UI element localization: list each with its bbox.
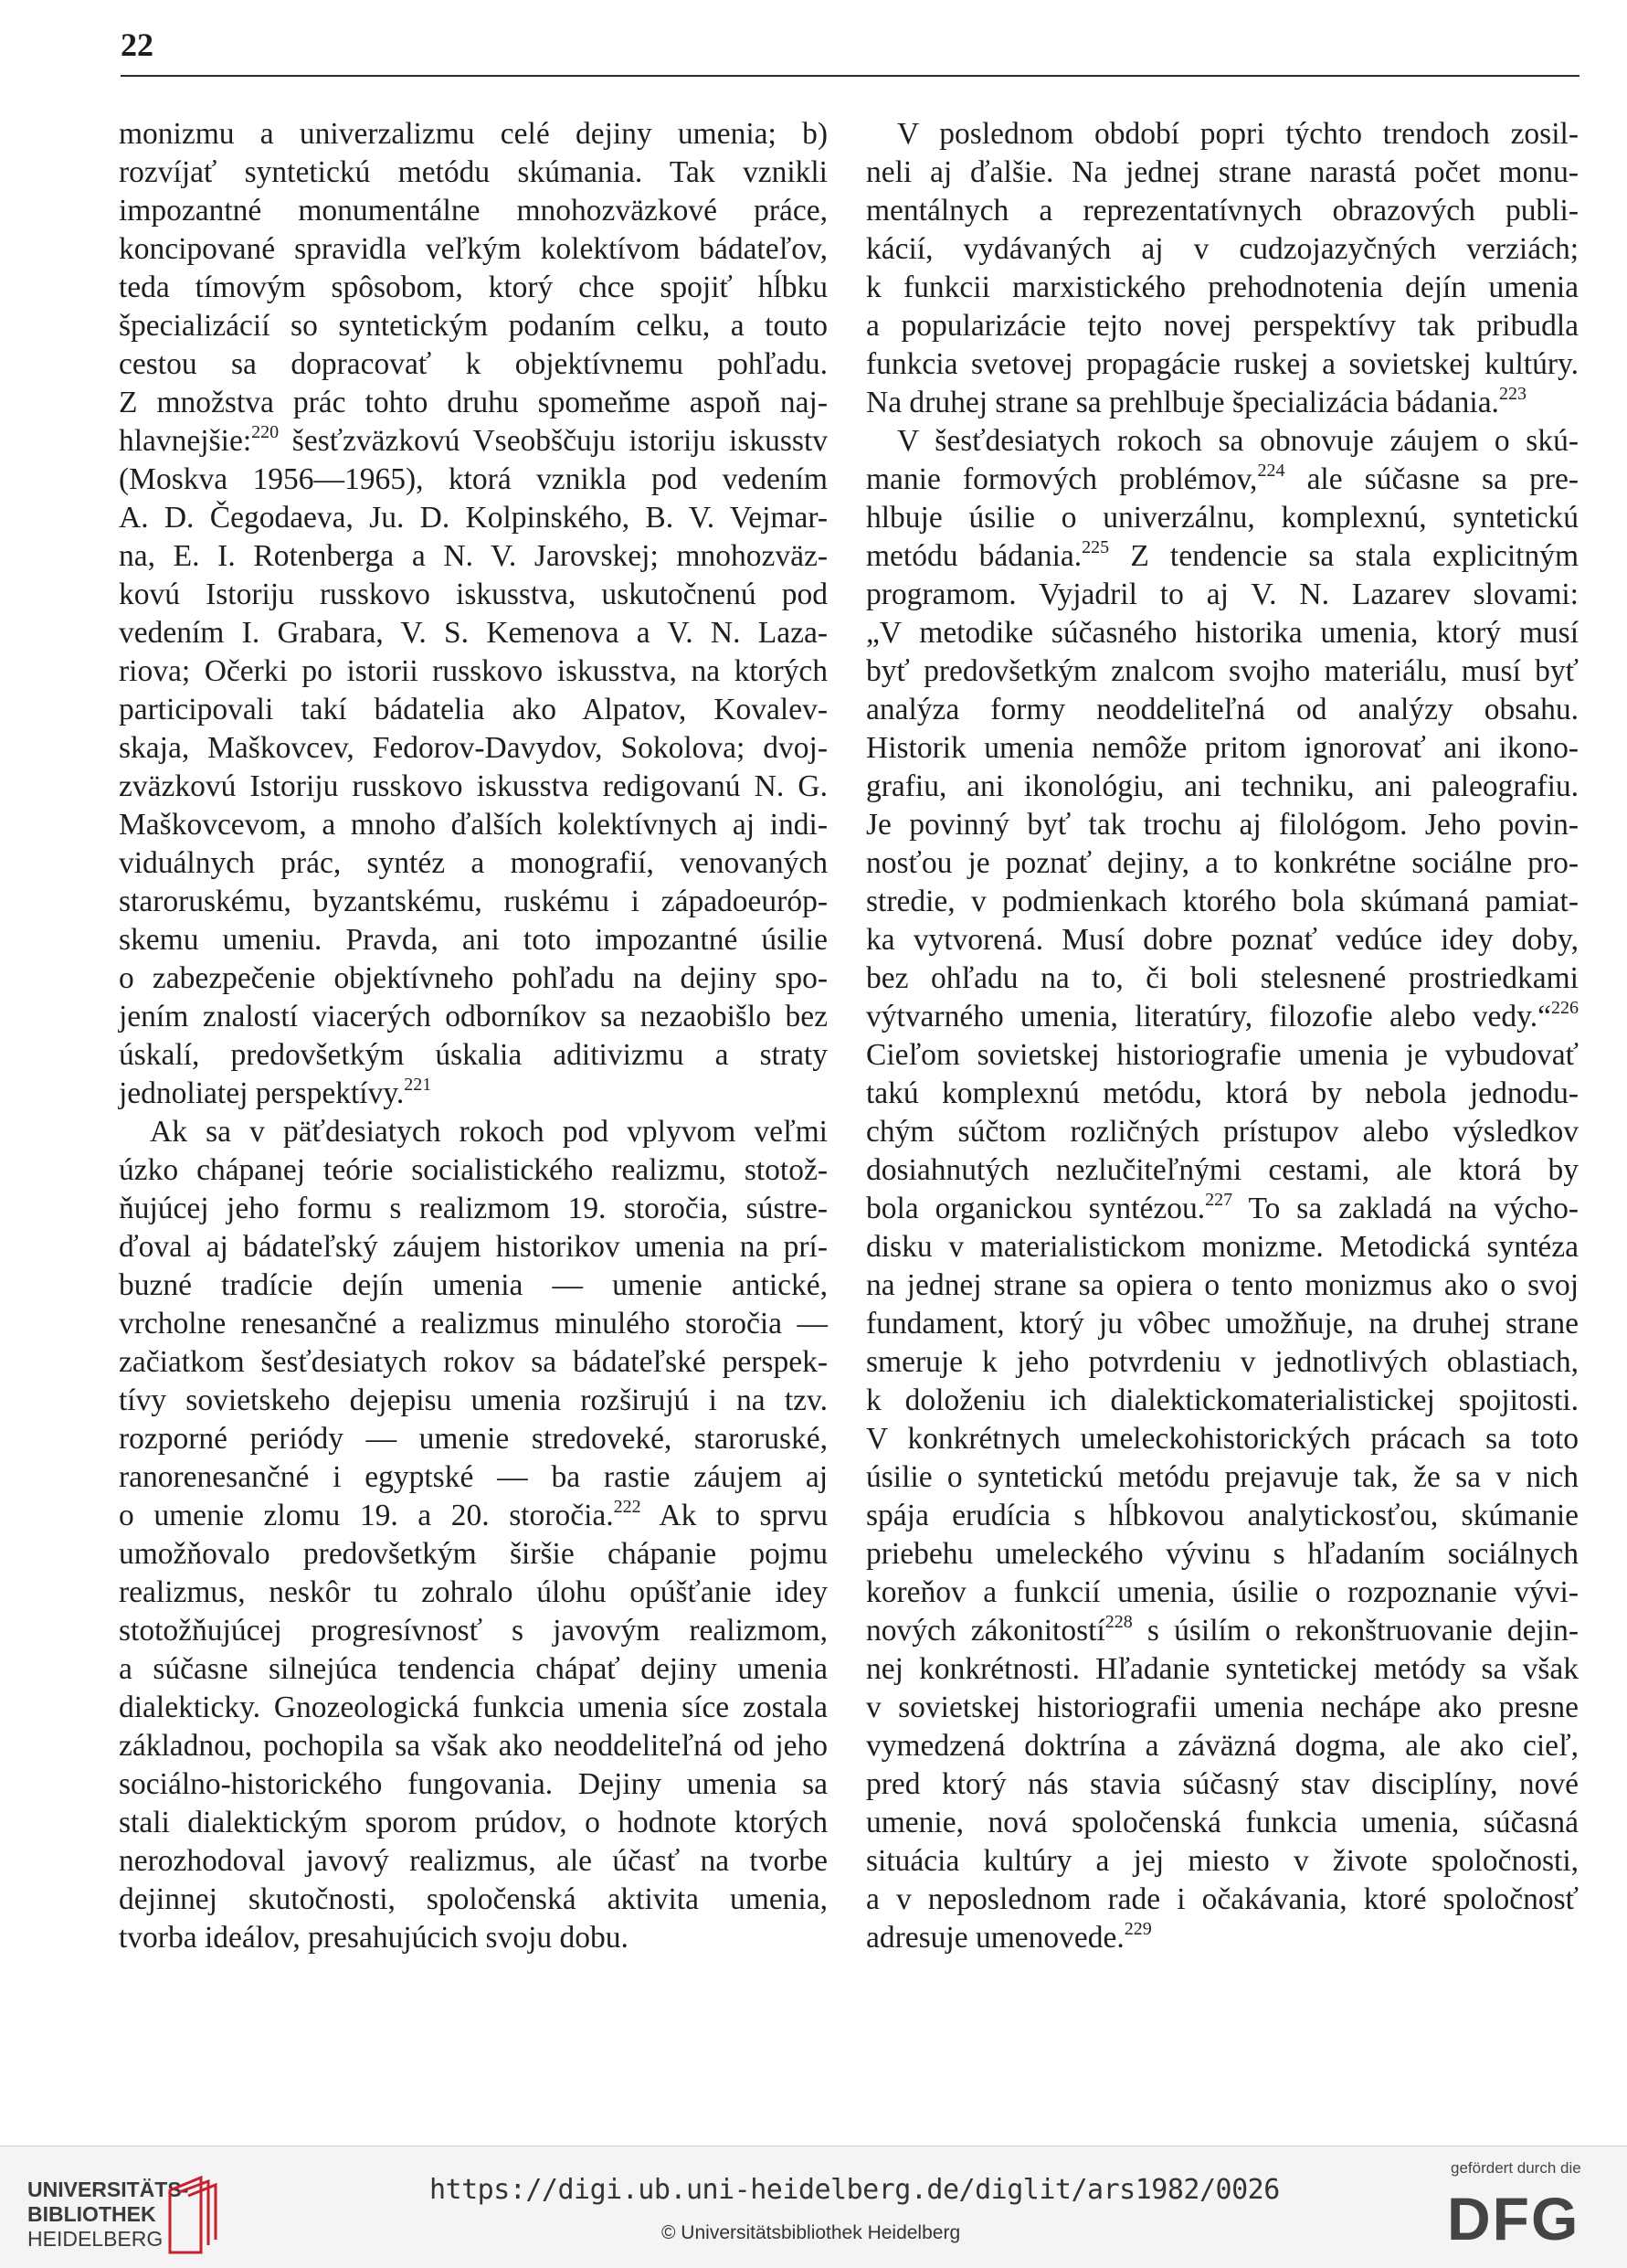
- library-name-line1: UNIVERSITÄTS-: [27, 2178, 189, 2201]
- line-text: úskalí, predovšetkým úskalia aditivizmu a straty: [119, 1038, 828, 1072]
- line-text: Cieľom sovietskej historiografie umenia je vybudovať: [866, 1038, 1579, 1072]
- text-line: [866, 959, 1579, 998]
- text-line: [119, 154, 828, 192]
- text-line: [119, 1075, 828, 1113]
- text-line: [866, 883, 1579, 921]
- text-line: [866, 729, 1579, 768]
- text-line: [866, 1650, 1579, 1689]
- line-text: takú komplexnú metódu, ktorá by nebola jednodu-: [866, 1076, 1579, 1110]
- line-text: chým súčtom rozličných prístupov alebo výsledkov: [866, 1115, 1579, 1149]
- line-text: Z množstva prác tohto druhu spomeňme aspoň naj-: [119, 386, 828, 419]
- text-line: [866, 1113, 1579, 1151]
- library-name-line3: HEIDELBERG: [27, 2227, 164, 2251]
- text-line: [119, 1113, 828, 1151]
- text-line: [119, 384, 828, 422]
- text-line: [866, 652, 1579, 691]
- line-text: hlavnejšie:: [119, 424, 252, 458]
- text-line: [866, 384, 1579, 422]
- line-text: a popularizácie tejto novej perspektívy tak pribudla: [866, 309, 1579, 343]
- text-line: [119, 1036, 828, 1075]
- line-text: jením znalostí viacerých odborníkov sa nezaobišlo bez: [119, 1000, 828, 1033]
- line-text: úsilie o syntetickú metódu prejavuje tak, že sa v nich: [866, 1460, 1579, 1494]
- text-line: [119, 1804, 828, 1842]
- text-line: [866, 154, 1579, 192]
- library-logo-icon[interactable]: [164, 2172, 223, 2256]
- line-text: rozporné periódy — umenie stredoveké, staroruské,: [119, 1422, 828, 1456]
- line-text: nosťou je poznať dejiny, a to konkrétne sociálne pro-: [866, 846, 1579, 880]
- line-text: buzné tradície dejín umenia — umenie antické,: [119, 1268, 828, 1302]
- line-text: situácia kultúry a jej miesto v živote spoločnosti,: [866, 1844, 1579, 1878]
- line-text: základnou, pochopila sa však ako neoddeliteľná od jeho: [119, 1729, 828, 1763]
- line-text: na jednej strane sa opiera o tento monizmus ako o svoj: [866, 1268, 1579, 1302]
- line-text: stredie, v podmienkach ktorého bola skúmaná pamiat-: [866, 885, 1579, 918]
- text-line: [866, 1305, 1579, 1343]
- line-text: Maškovcevom, a mnoho ďalších kolektívnych aj indi-: [119, 808, 828, 842]
- line-text: spája erudícia s hĺbkovou analytickosťou, skúmanie: [866, 1499, 1579, 1532]
- line-text: ka vytvorená. Musí dobre poznať vedúce idey doby,: [866, 923, 1579, 957]
- line-text: ranorenesančné i egyptské — ba rastie záujem aj: [119, 1460, 828, 1494]
- line-text: disku v materialistickom monizme. Metodická syntéza: [866, 1230, 1579, 1264]
- line-text: smeruje k jeho potvrdeniu v jednotlivých oblastiach,: [866, 1345, 1579, 1379]
- text-line: [119, 1420, 828, 1458]
- dfg-logo-icon[interactable]: [1445, 2187, 1601, 2247]
- footnote-marker[interactable]: 229: [1124, 1919, 1152, 1939]
- library-name-line2: BIBLIOTHEK: [27, 2202, 156, 2226]
- line-text-continued: Z tendencie sa stala explicitným: [1109, 539, 1579, 573]
- text-line: [866, 230, 1579, 269]
- text-line: [866, 1765, 1579, 1804]
- text-line: [866, 1804, 1579, 1842]
- text-line: [119, 269, 828, 307]
- line-text-continued: Ak to sprvu: [640, 1499, 828, 1532]
- line-text: v sovietskej historiografii umenia nechápe ako presne: [866, 1690, 1579, 1724]
- line-text: tvorba ideálov, presahujúcich svoju dobu.: [119, 1921, 629, 1955]
- text-line: [119, 1458, 828, 1497]
- line-text: vrcholne renesančné a realizmus minulého storočia —: [119, 1307, 828, 1341]
- line-text: mentálnych a reprezentatívnych obrazových publi-: [866, 194, 1579, 228]
- line-text: metódu bádania.: [866, 539, 1083, 573]
- line-text: bola organickou syntézou.: [866, 1192, 1206, 1225]
- text-line: [866, 1689, 1579, 1727]
- line-text: Historik umenia nemôže pritom ignorovať ani ikono-: [866, 731, 1579, 765]
- text-line: [119, 115, 828, 154]
- text-line: [866, 1842, 1579, 1881]
- header-rule: [121, 75, 1579, 77]
- line-text: pred ktorý nás stavia súčasný stav disciplíny, nové: [866, 1767, 1579, 1801]
- line-text: sociálno-historického fungovania. Dejiny umenia sa: [119, 1767, 828, 1801]
- right-column: [866, 115, 1579, 1957]
- line-text: k doloženiu ich dialektickomaterialistickej spojitosti.: [866, 1383, 1579, 1417]
- line-text: k funkcii marxistického prehodnotenia dejín umenia: [866, 270, 1579, 304]
- line-text: ňujúcej jeho formu s realizmom 19. storočia, sústre-: [119, 1192, 828, 1225]
- footer-bar: [0, 2146, 1627, 2268]
- line-text: hlbuje úsilie o univerzálnu, komplexnú, syntetickú: [866, 501, 1579, 535]
- line-text: „V metodike súčasného historika umenia, ktorý musí: [866, 616, 1579, 650]
- line-text: kovú Istoriju russkovo iskusstva, uskutočnenú pod: [119, 578, 828, 611]
- text-line: [119, 729, 828, 768]
- line-text: analýza formy neoddeliteľná od analýzy obsahu.: [866, 693, 1579, 726]
- line-text: byť predovšetkým znalcom svojho materiálu, musí byť: [866, 654, 1579, 688]
- text-line: [119, 307, 828, 345]
- line-text: teda tímovým spôsobom, ktorý chce spojiť hĺbku: [119, 270, 828, 304]
- text-line: [119, 1650, 828, 1689]
- line-text: funkcia svetovej propagácie ruskej a sovietskej kultúry.: [866, 347, 1579, 381]
- text-line: [119, 230, 828, 269]
- line-text: koreňov a funkcií umenia, úsilie o rozpoznanie vývi-: [866, 1575, 1579, 1609]
- footnote-marker[interactable]: 221: [404, 1075, 432, 1095]
- text-line: [119, 1190, 828, 1228]
- line-text: úzko chápanej teórie socialistického realizmu, stotož-: [119, 1153, 828, 1187]
- footnote-marker[interactable]: 222: [613, 1497, 641, 1517]
- text-line: [866, 1266, 1579, 1305]
- text-line: [119, 1881, 828, 1919]
- text-line: [866, 461, 1579, 499]
- text-line: [119, 1497, 828, 1535]
- line-text: umenie, nová spoločenská funkcia umenia, súčasná: [866, 1806, 1579, 1839]
- text-line: [119, 1266, 828, 1305]
- text-line: [866, 998, 1579, 1036]
- line-text: o umenie zlomu 19. a 20. storočia.: [119, 1499, 614, 1532]
- line-text: Je povinný byť tak trochu aj filológom. Jeho povin-: [866, 808, 1579, 842]
- text-line: [119, 1574, 828, 1612]
- line-text: skemu umeniu. Pravda, ani toto impozantné úsilie: [119, 923, 828, 957]
- text-line: [866, 1727, 1579, 1765]
- footnote-marker[interactable]: 227: [1205, 1190, 1233, 1210]
- line-text: (Moskva 1956—1965), ktorá vznikla pod vedením: [119, 462, 828, 496]
- text-line: [119, 576, 828, 614]
- line-text: tívy sovietskeho dejepisu umenia rozširujú i na tzv.: [119, 1383, 828, 1417]
- text-line: [119, 537, 828, 576]
- line-text: V šesťdesiatych rokoch sa obnovuje záujem o skú-: [897, 424, 1579, 458]
- line-text: ďoval aj bádateľský záujem historikov umenia na prí-: [119, 1230, 828, 1264]
- text-line: [866, 1881, 1579, 1919]
- text-line: [119, 1382, 828, 1420]
- text-line: [866, 499, 1579, 537]
- footnote-marker[interactable]: 223: [1498, 384, 1527, 404]
- line-text: dialekticky. Gnozeologická funkcia umenia síce zostala: [119, 1690, 828, 1724]
- text-line: [119, 192, 828, 230]
- text-line: [866, 115, 1579, 154]
- line-text: Ak sa v päťdesiatych rokoch pod vplyvom veľmi: [150, 1115, 828, 1149]
- line-text: na, E. I. Rotenberga a N. V. Jarovskej; mnohozväz-: [119, 539, 828, 573]
- line-text: priebehu umeleckého vývinu s hľadaním sociálnych: [866, 1537, 1579, 1571]
- text-line: [119, 1343, 828, 1382]
- text-line: [866, 345, 1579, 384]
- line-text: monizmu a univerzalizmu celé dejiny umenia; b): [119, 117, 828, 151]
- line-text: umožňovalo predovšetkým širšie chápanie pojmu: [119, 1537, 828, 1571]
- text-line: [866, 576, 1579, 614]
- line-text-continued: šesťzväzkovú Vseobščuju istoriju iskusstv: [279, 424, 828, 458]
- text-line: [866, 537, 1579, 576]
- line-text-continued: To sa zakladá na výcho-: [1232, 1192, 1579, 1225]
- line-text: adresuje umenovede.: [866, 1921, 1125, 1955]
- text-line: [119, 1612, 828, 1650]
- left-column: [119, 115, 828, 1957]
- line-text: výtvarného umenia, literatúry, filozofie alebo vedy.“: [866, 1000, 1551, 1033]
- line-text: impozantné monumentálne mnohozväzkové práce,: [119, 194, 828, 228]
- text-line: [119, 998, 828, 1036]
- text-line: [119, 1842, 828, 1881]
- line-text: vymedzená doktrína a záväzná dogma, ale ako cieľ,: [866, 1729, 1579, 1763]
- text-line: [866, 269, 1579, 307]
- line-text: neli aj ďalšie. Na jednej strane narastá počet monu-: [866, 155, 1579, 189]
- line-text: realizmus, neskôr tu zohralo úlohu opúšťanie idey: [119, 1575, 828, 1609]
- text-line: [866, 921, 1579, 959]
- text-line: [866, 768, 1579, 806]
- line-text: koncipované spravidla veľkým kolektívom bádateľov,: [119, 232, 828, 266]
- line-text: stali dialektickým sporom prúdov, o hodnote ktorých: [119, 1806, 828, 1839]
- line-text: dejinnej skutočnosti, spoločenská aktivita umenia,: [119, 1882, 828, 1916]
- line-text: nových zákonitostí: [866, 1614, 1105, 1648]
- line-text: dosiahnutých nezlučiteľnými cestami, ale ktorá by: [866, 1153, 1579, 1187]
- funded-by-label: gefördert durch die: [1451, 2159, 1581, 2177]
- text-line: [119, 345, 828, 384]
- text-line: [119, 959, 828, 998]
- text-line: [866, 307, 1579, 345]
- line-text: a v neposlednom rade i očakávania, ktoré spoločnosť: [866, 1882, 1579, 1916]
- text-line: [866, 1574, 1579, 1612]
- line-text: nej konkrétnosti. Hľadanie syntetickej metódy sa však: [866, 1652, 1579, 1686]
- text-line: [866, 614, 1579, 652]
- text-line: [866, 1151, 1579, 1190]
- line-text: kácií, vydávaných aj v cudzojazyčných verziách;: [866, 232, 1579, 266]
- text-line: [866, 1343, 1579, 1382]
- footnote-marker[interactable]: 224: [1257, 461, 1285, 481]
- footnote-marker[interactable]: 220: [251, 422, 280, 442]
- text-line: [866, 192, 1579, 230]
- line-text: začiatkom šesťdesiatych rokov sa bádateľské perspek-: [119, 1345, 828, 1379]
- line-text: jednoliatej perspektívy.: [119, 1076, 405, 1110]
- footnote-marker[interactable]: 226: [1551, 998, 1579, 1018]
- line-text-continued: s úsilím o rekonštruovanie dejin-: [1132, 1614, 1579, 1648]
- line-text: V konkrétnych umeleckohistorických prácach sa toto: [866, 1422, 1579, 1456]
- line-text: viduálnych prác, syntéz a monografií, venovaných: [119, 846, 828, 880]
- text-line: [119, 422, 828, 461]
- line-text: zväzkovú Istoriju russkovo iskusstva redigovanú N. G.: [119, 769, 828, 803]
- text-line: [866, 422, 1579, 461]
- text-line: [119, 844, 828, 883]
- text-line: [119, 921, 828, 959]
- text-line: [119, 883, 828, 921]
- text-line: [119, 1151, 828, 1190]
- permalink-url[interactable]: https://digi.ub.uni-heidelberg.de/diglit/ars1982/0026: [429, 2174, 1280, 2206]
- line-text: stotožňujúcej progresívnosť s javovým realizmom,: [119, 1614, 828, 1648]
- text-line: [119, 614, 828, 652]
- text-line: [866, 1036, 1579, 1075]
- line-text: programom. Vyjadril to aj V. N. Lazarev slovami:: [866, 578, 1579, 611]
- text-line: [119, 1305, 828, 1343]
- line-text: o zabezpečenie objektívneho pohľadu na dejiny spo-: [119, 961, 828, 995]
- line-text: Na druhej strane sa prehlbuje špecializácia bádania.: [866, 386, 1499, 419]
- text-line: [866, 1612, 1579, 1650]
- text-line: [866, 1382, 1579, 1420]
- text-line: [119, 1765, 828, 1804]
- text-line: [866, 1535, 1579, 1574]
- line-text: V poslednom období popri týchto trendoch zosil-: [897, 117, 1579, 151]
- text-line: [119, 768, 828, 806]
- line-text: participovali takí bádatelia ako Alpatov, Kovalev-: [119, 693, 828, 726]
- line-text: riova; Očerki po istorii russkovo iskusstva, na ktorých: [119, 654, 828, 688]
- text-line: [866, 1458, 1579, 1497]
- line-text: manie formových problémov,: [866, 462, 1258, 496]
- footnote-marker[interactable]: 228: [1104, 1612, 1133, 1632]
- text-line: [119, 1919, 828, 1957]
- text-line: [119, 1689, 828, 1727]
- line-text: rozvíjať syntetickú metódu skúmania. Tak vznikli: [119, 155, 828, 189]
- text-line: [866, 1420, 1579, 1458]
- text-line: [866, 1228, 1579, 1266]
- page-number: 22: [121, 26, 153, 63]
- line-text: cestou sa dopracovať k objektívnemu pohľadu.: [119, 347, 828, 381]
- text-line: [119, 691, 828, 729]
- text-line: [866, 1497, 1579, 1535]
- text-line: [866, 1075, 1579, 1113]
- line-text: skaja, Maškovcev, Fedorov-Davydov, Sokolova; dvoj-: [119, 731, 828, 765]
- line-text: nerozhodoval javový realizmus, ale účasť na tvorbe: [119, 1844, 828, 1878]
- line-text: vedením I. Grabara, V. S. Kemenova a V. N. Laza-: [119, 616, 828, 650]
- copyright-notice: © Universitätsbibliothek Heidelberg: [661, 2222, 961, 2243]
- line-text: staroruskému, byzantskému, ruskému i západoeuróp-: [119, 885, 828, 918]
- text-line: [119, 652, 828, 691]
- text-line: [866, 1190, 1579, 1228]
- text-line: [119, 461, 828, 499]
- line-text: bez ohľadu na to, či boli stelesnené prostriedkami: [866, 961, 1579, 995]
- footnote-marker[interactable]: 225: [1082, 537, 1110, 557]
- text-line: [119, 499, 828, 537]
- text-line: [119, 1535, 828, 1574]
- text-line: [119, 1727, 828, 1765]
- text-line: [866, 844, 1579, 883]
- dfg-logo-text: DFG: [1447, 2187, 1580, 2247]
- line-text: A. D. Čegodaeva, Ju. D. Kolpinského, B. V. Vejmar-: [119, 501, 828, 535]
- line-text: grafiu, ani ikonológiu, ani techniku, ani paleografiu.: [866, 769, 1579, 803]
- line-text: fundament, ktorý ju vôbec umožňuje, na druhej strane: [866, 1307, 1579, 1341]
- line-text-continued: ale súčasne sa pre-: [1284, 462, 1579, 496]
- text-line: [866, 1919, 1579, 1957]
- line-text: a súčasne silnejúca tendencia chápať dejiny umenia: [119, 1652, 828, 1686]
- line-text: špecializácií so syntetickým podaním celku, a touto: [119, 309, 828, 343]
- text-line: [119, 806, 828, 844]
- text-line: [866, 806, 1579, 844]
- text-line: [866, 691, 1579, 729]
- text-line: [119, 1228, 828, 1266]
